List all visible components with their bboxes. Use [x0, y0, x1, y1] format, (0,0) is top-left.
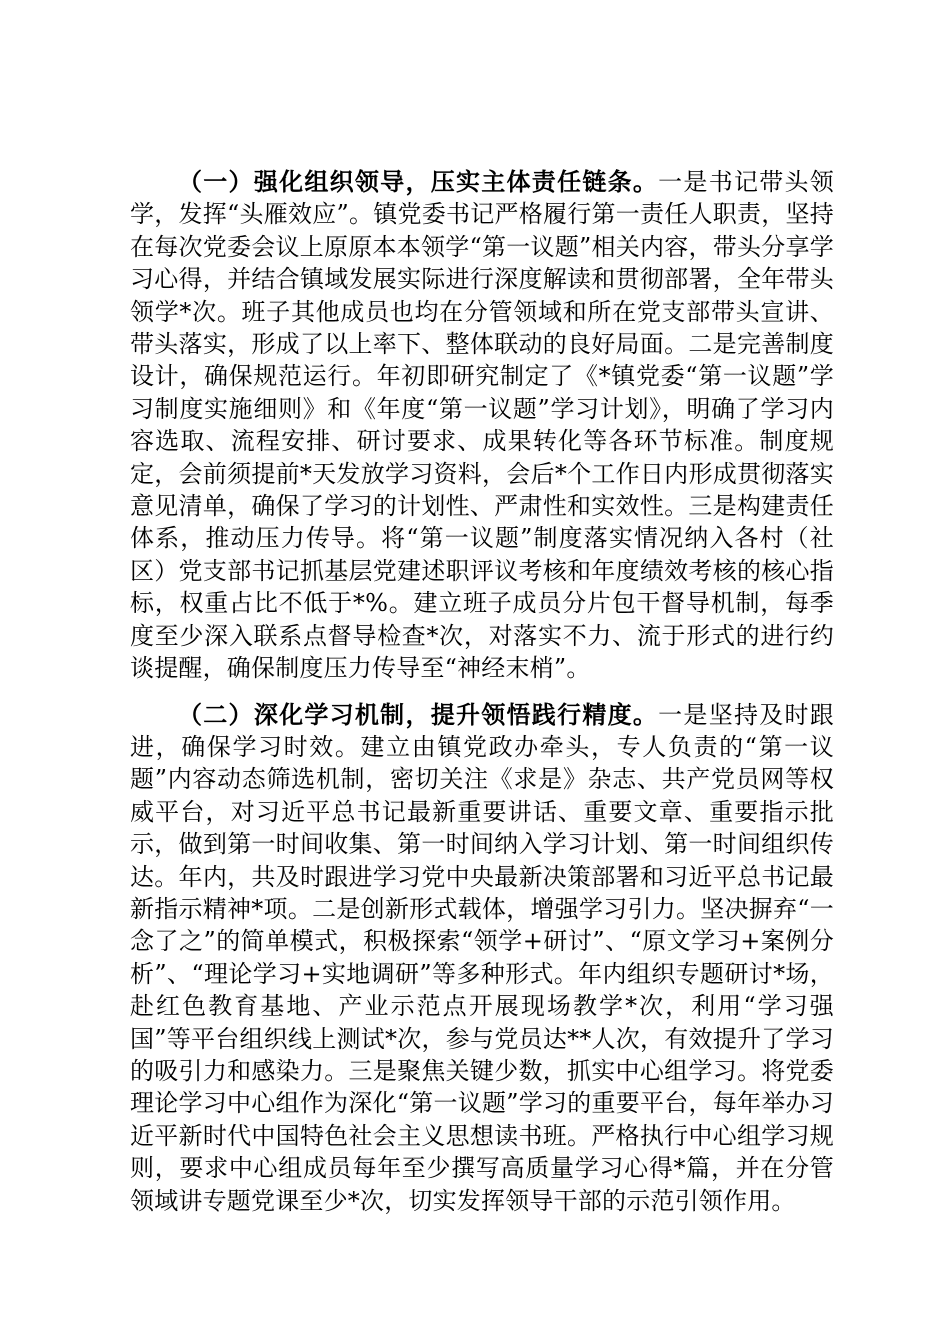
document-body — [130, 166, 834, 1217]
paragraph-1-heading: （一）强化组织领导，压实主体责任链条。 — [178, 168, 659, 196]
paragraph-2-heading: （二）深化学习机制，提升领悟践行精度。 — [178, 700, 659, 729]
paragraph-1 — [130, 166, 834, 685]
paragraph-2 — [130, 699, 834, 1218]
paragraph-2-body: 一是坚持及时跟进，确保学习时效。建立由镇党政办牵头，专人负责的“第一议题”内容动态筛选机制，密切关注《求是》杂志、共产党员网等权威平台，对习近平总书记最新重要讲话、重要文章、重要指示批示，做到第一时间收集、第一时间纳入学习计划、第一时间组织传达。年内，共及时跟进学习党中央最新决策部署和习近平总书记最新指示精神*项。二是创新形式载体，增强学习引力。坚决摒弃“一念了之”的简单模式，积极探索“领学+研讨”、“原文学习+案例分析”、“理论学习+实地调研”等多种形式。年内组织专题研讨*场，赴红色教育基地、产业示范点开展现场教学*次，利用“学习强国”等平台组织线上测试*次，参与党员达**人次，有效提升了学习的吸引力和感染力。三是聚焦关键少数，抓实中心组学习。将党委理论学习中心组作为深化“第一议题”学习的重要平台，每年举办习近平新时代中国特色社会主义思想读书班。严格执行中心组学习规则，要求中心组成员每年至少撰写高质量学习心得*篇，并在分管领域讲专题党课至少*次，切实发挥领导干部的示范引领作用。 — [130, 700, 834, 1215]
paragraph-1-body: 一是书记带头领学，发挥“头雁效应”。镇党委书记严格履行第一责任人职责，坚持在每次党委会议上原原本本领学“第一议题”相关内容，带头分享学习心得，并结合镇域发展实际进行深度解读和贯彻部署，全年带头领学*次。班子其他成员也均在分管领域和所在党支部带头宣讲、带头落实，形成了以上率下、整体联动的良好局面。二是完善制度设计，确保规范运行。年初即研究制定了《*镇党委“第一议题”学习制度实施细则》和《年度“第一议题”学习计划》，明确了学习内容选取、流程安排、研讨要求、成果转化等各环节标准。制度规定，会前须提前*天发放学习资料，会后*个工作日内形成贯彻落实意见清单，确保了学习的计划性、严肃性和实效性。三是构建责任体系，推动压力传导。将“第一议题”制度落实情况纳入各村（社区）党支部书记抓基层党建述职评议考核和年度绩效考核的核心指标，权重占比不低于*%。建立班子成员分片包干督导机制，每季度至少深入联系点督导检查*次，对落实不力、流于形式的进行约谈提醒，确保制度压力传导至“神经末梢”。 — [130, 168, 834, 683]
